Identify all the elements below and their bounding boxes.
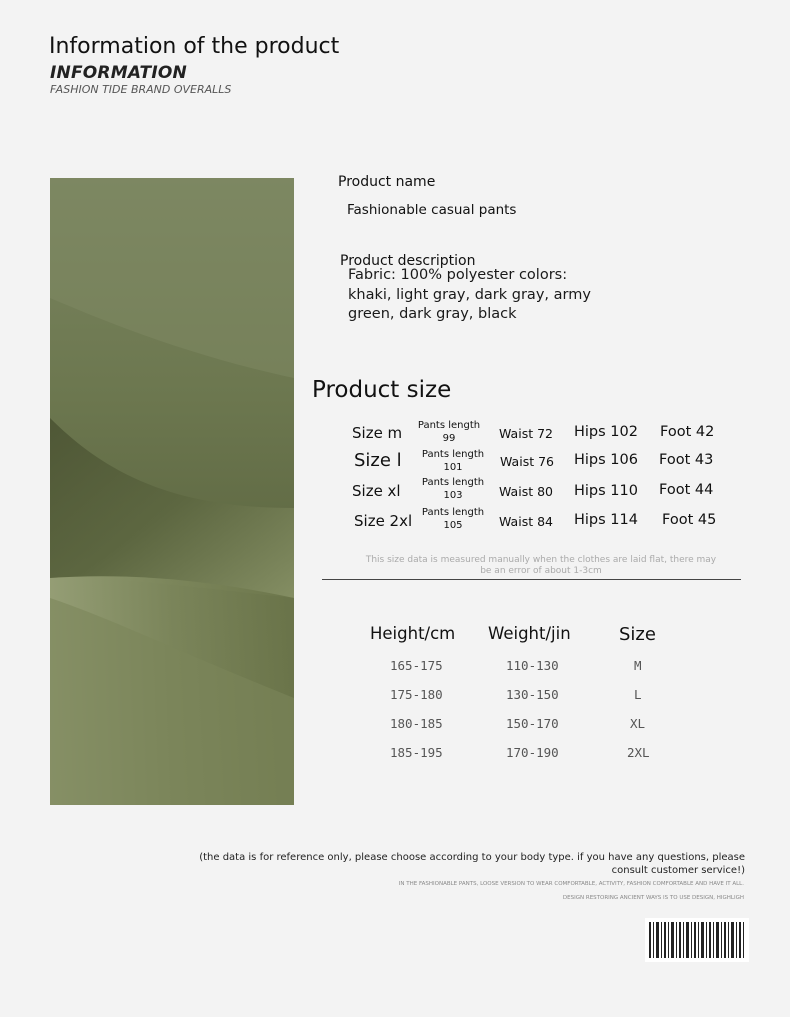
product-size-heading: Product size [312, 377, 452, 403]
barcode-icon [645, 918, 749, 962]
size-label: Size m [352, 424, 403, 442]
product-description-value: Fabric: 100% polyester colors: khaki, light gray, dark gray, army green, dark gray, black [348, 267, 591, 322]
waist-value: Waist 84 [499, 514, 553, 529]
size-label: Size 2xl [354, 512, 413, 530]
weight-cell: 110-130 [506, 658, 559, 673]
waist-value: Waist 76 [500, 454, 554, 469]
foot-value: Foot 44 [659, 482, 714, 498]
height-header: Height/cm [370, 624, 456, 643]
hips-value: Hips 110 [574, 483, 638, 499]
reference-note: (the data is for reference only, please choose according to your body type. if you have any questions, please consult customer service!) [199, 852, 745, 876]
size-note: This size data is measured manually when the clothes are laid flat, there may be an error of about 1-3cm [365, 555, 717, 576]
size-label: Size l [354, 450, 402, 471]
pants-length: Pants length 101 [421, 449, 485, 473]
waist-value: Waist 72 [499, 426, 553, 441]
size-cell: L [634, 687, 642, 702]
height-cell: 180-185 [390, 716, 443, 731]
height-cell: 175-180 [390, 687, 443, 702]
size-cell: XL [630, 716, 646, 731]
foot-value: Foot 45 [662, 512, 717, 528]
weight-cell: 130-150 [506, 687, 559, 702]
waist-value: Waist 80 [499, 484, 553, 499]
pants-length: Pants length 105 [421, 507, 485, 531]
size-label: Size xl [352, 482, 401, 500]
page-title: Information of the product [49, 34, 340, 59]
foot-value: Foot 43 [659, 452, 714, 468]
size-header: Size [619, 624, 656, 645]
pants-length: Pants length 99 [417, 420, 481, 444]
weight-header: Weight/jin [488, 624, 571, 643]
height-cell: 185-195 [390, 745, 443, 760]
section-subtitle: INFORMATION [50, 63, 187, 83]
product-name-value: Fashionable casual pants [347, 202, 517, 218]
divider [322, 579, 741, 580]
brand-line: FASHION TIDE BRAND OVERALLS [50, 83, 232, 96]
foot-value: Foot 42 [660, 424, 715, 440]
weight-cell: 170-190 [506, 745, 559, 760]
tagline: IN THE FASHIONABLE PANTS, LOOSE VERSION TO WEAR COMFORTABLE, ACTIVITY, FASHION COMFORTABLE AND HAVE IT ALL. [398, 881, 744, 887]
hips-value: Hips 114 [574, 512, 638, 528]
weight-cell: 150-170 [506, 716, 559, 731]
product-name-label: Product name [338, 174, 436, 190]
size-cell: M [634, 658, 642, 673]
fabric-photo [50, 178, 294, 805]
tagline: DESIGN RESTORING ANCIENT WAYS IS TO USE DESIGN, HIGHLIGH [562, 895, 744, 901]
pants-length: Pants length 103 [421, 477, 485, 501]
height-cell: 165-175 [390, 658, 443, 673]
hips-value: Hips 106 [574, 452, 638, 468]
hips-value: Hips 102 [574, 424, 638, 440]
product-description-label: Product description [340, 253, 476, 269]
size-cell: 2XL [627, 745, 650, 760]
